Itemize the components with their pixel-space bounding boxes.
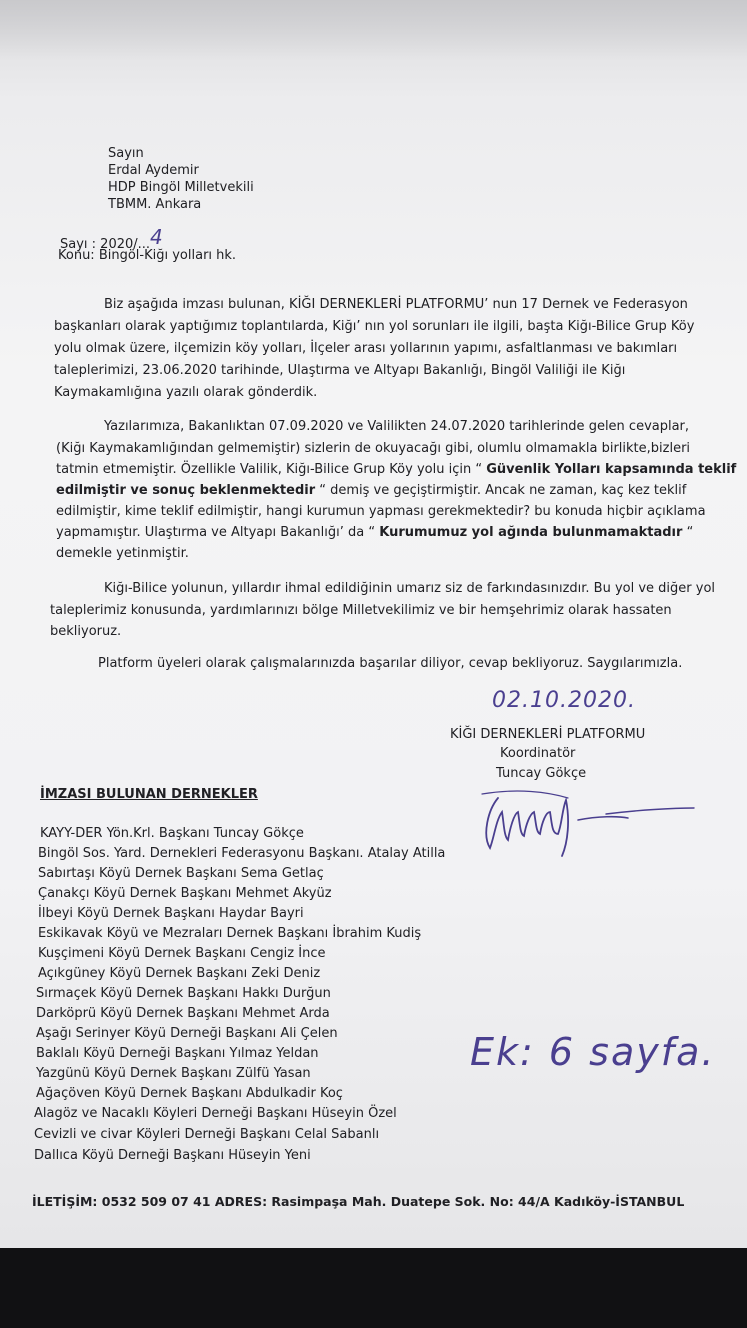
recipient-name: Erdal Aydemir	[108, 163, 199, 178]
recipient-salutation: Sayın	[108, 146, 144, 161]
sender-name: Tuncay Gökçe	[496, 766, 587, 781]
p2-line-3-text: tatmin etmemiştir. Özellikle Valilik, Kiğı-Bilice Grup Köy yolu için “	[56, 462, 487, 477]
p1-line-3: yolu olmak üzere, ilçemizin köy yolları, İlçeler arası yollarının yapımı, asfaltlanması ve bakımları	[54, 341, 678, 356]
sender-org: KİĞI DERNEKLERİ PLATFORMU	[450, 727, 646, 742]
signatory-item: Sırmaçek Köyü Dernek Başkanı Hakkı Durğun	[36, 986, 331, 1001]
signatory-item: KAYY-DER Yön.Krl. Başkanı Tuncay Gökçe	[40, 826, 304, 841]
signatory-item: Eskikavak Köyü ve Mezraları Dernek Başkanı İbrahim Kudiş	[38, 926, 422, 941]
signatory-item: Yazgünü Köyü Dernek Başkanı Zülfü Yasan	[36, 1066, 311, 1081]
reference-number-handwritten: 4	[150, 225, 163, 249]
signatory-item: Kuşçimeni Köyü Dernek Başkanı Cengiz İnce	[38, 946, 326, 961]
sender-role: Koordinatör	[500, 746, 576, 761]
p2-line-3	[56, 462, 736, 477]
p1-line-5: Kaymakamlığına yazılı olarak gönderdik.	[54, 385, 318, 400]
signatory-item: Çanakçı Köyü Dernek Başkanı Mehmet Akyüz	[38, 886, 332, 901]
p2-line-3-bold: Güvenlik Yolları kapsamında teklif	[486, 462, 737, 477]
p2-line-7: demekle yetinmiştir.	[56, 546, 189, 561]
p2-line-6-quote: “	[682, 525, 694, 540]
p3-line-3: bekliyoruz.	[50, 624, 122, 639]
p2-line-6	[56, 525, 693, 540]
p1-line-1: Biz aşağıda imzası bulunan, KİĞI DERNEKLERİ PLATFORMU’ nun 17 Dernek ve Federasyon	[104, 297, 688, 312]
closing-line: Platform üyeleri olarak çalışmalarınızda başarılar diliyor, cevap bekliyoruz. Saygılarımızla.	[98, 656, 683, 671]
p2-line-6-text: yapmamıştır. Ulaştırma ve Altyapı Bakanlığı’ da “	[56, 525, 380, 540]
signatory-item: Ağaçöven Köyü Dernek Başkanı Abdulkadir Koç	[36, 1086, 343, 1101]
signatory-item: İlbeyi Köyü Dernek Başkanı Haydar Bayri	[38, 906, 304, 921]
p3-line-1: Kiğı-Bilice yolunun, yıllardır ihmal edildiğinin umarız siz de farkındasınızdır. Bu yol ve diğer yol	[104, 581, 716, 596]
contact-footer: İLETİŞİM: 0532 509 07 41 ADRES: Rasimpaşa Mah. Duatepe Sok. No: 44/A Kadıköy-İSTANBUL	[32, 1194, 685, 1209]
dark-background	[0, 1248, 747, 1328]
recipient-title: HDP Bingöl Milletvekili	[108, 180, 254, 195]
p1-line-2: başkanları olarak yaptığımız toplantılarda, Kiğı’ nın yol sorunları ile ilgili, başta Kiğı-Bilice Grup Köy	[54, 319, 695, 334]
reference-subject: Konu: Bingöl-Kiğı yolları hk.	[58, 248, 237, 263]
signatory-item: Cevizli ve civar Köyleri Derneği Başkanı Celal Sabanlı	[34, 1127, 380, 1142]
p2-line-4-bold: edilmiştir ve sonuç beklenmektedir	[56, 483, 316, 498]
signatory-item: Açıkgüney Köyü Dernek Başkanı Zeki Deniz	[38, 966, 321, 981]
p2-line-6-bold: Kurumumuz yol ağında bulunmamaktadır	[379, 525, 683, 540]
signatory-item: Bingöl Sos. Yard. Dernekleri Federasyonu Başkanı. Atalay Atilla	[38, 846, 446, 861]
signatory-item: Alagöz ve Nacaklı Köyleri Derneği Başkanı Hüseyin Özel	[34, 1106, 397, 1121]
p3-line-2: taleplerimiz konusunda, yardımlarınızı bölge Milletvekilimiz ve bir hemşehrimiz olarak hassaten	[50, 603, 672, 618]
handwritten-date: 02.10.2020.	[492, 688, 636, 713]
signatory-item: Baklalı Köyü Derneği Başkanı Yılmaz Yeldan	[36, 1046, 319, 1061]
p2-line-4	[56, 483, 686, 498]
p2-line-2: (Kiğı Kaymakamlığından gelmemiştir) sizlerin de okuyacağı gibi, olumlu olmamakla birlikte,bizleri	[56, 441, 691, 456]
p2-line-1: Yazılarımıza, Bakanlıktan 07.09.2020 ve Valilikten 24.07.2020 tarihlerinde gelen cevaplar,	[104, 419, 690, 434]
signatory-item: Dallıca Köyü Derneği Başkanı Hüseyin Yeni	[34, 1148, 311, 1163]
handwritten-attachment-note: Ek: 6 sayfa.	[470, 1030, 716, 1074]
signatory-item: Darköprü Köyü Dernek Başkanı Mehmet Arda	[36, 1006, 330, 1021]
p2-line-4-text: “ demiş ve geçiştirmiştir. Ancak ne zaman, kaç kez teklif	[315, 483, 687, 498]
signatories-heading: İMZASI BULUNAN DERNEKLER	[40, 787, 258, 802]
p2-line-5: edilmiştir, kime teklif edilmiştir, hangi kurumun yapması gerekmektedir? bu konuda hiçbir açıklama	[56, 504, 706, 519]
signature-image	[478, 790, 698, 860]
signatory-item: Aşağı Serinyer Köyü Derneği Başkanı Ali Çelen	[36, 1026, 338, 1041]
paper-shadow	[0, 0, 747, 60]
p1-line-4: taleplerimizi, 23.06.2020 tarihinde, Ulaştırma ve Altyapı Bakanlığı, Bingöl Valiliği ile Kiğı	[54, 363, 626, 378]
signatory-item: Sabırtaşı Köyü Dernek Başkanı Sema Getlaç	[38, 866, 324, 881]
reference-number-label: Sayı : 2020/...	[60, 237, 151, 252]
recipient-address: TBMM. Ankara	[108, 197, 202, 212]
